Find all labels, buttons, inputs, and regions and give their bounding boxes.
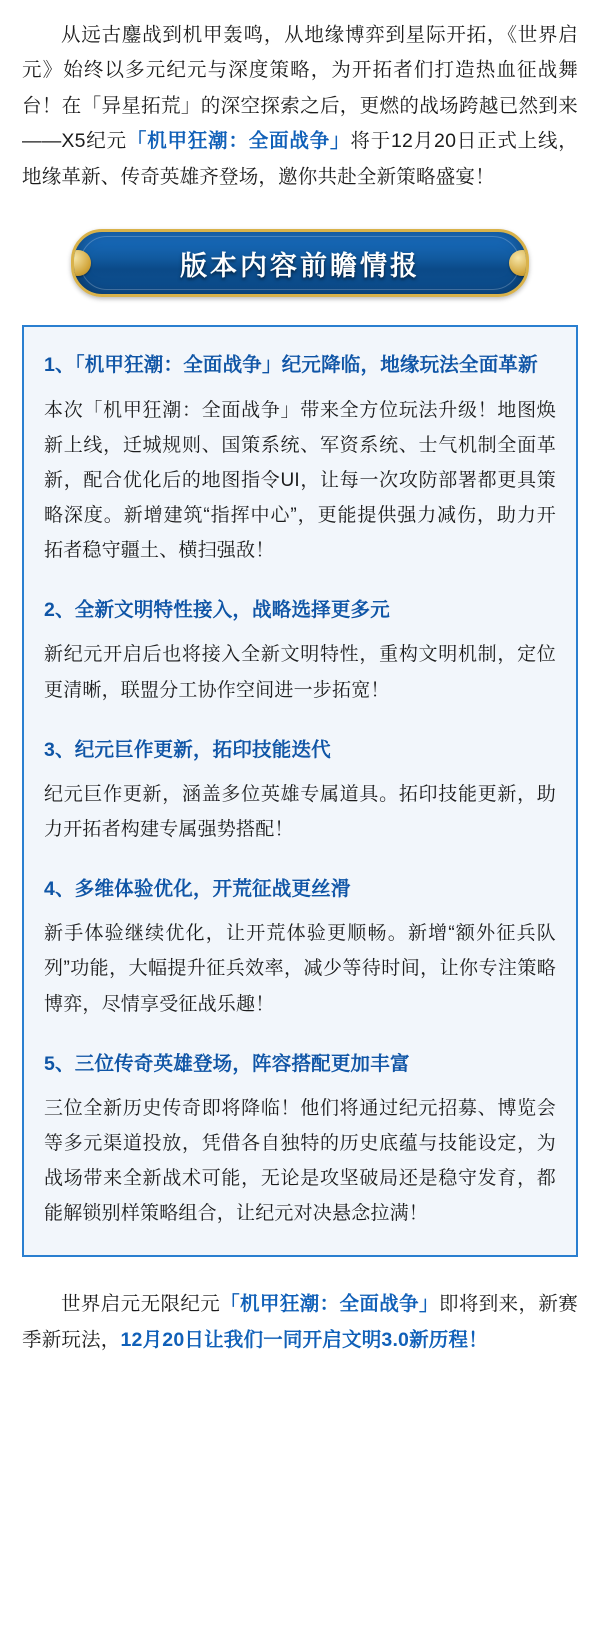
section-body-1: 本次「机甲狂潮：全面战争」带来全方位玩法升级！地图焕新上线，迁城规则、国策系统、军资系统、士气机制全面革新，配合优化后的地图指令UI，让每一次攻防部署都更具策略深度。新增建筑“指挥中心”，更能提供强力减伤，助力开拓者稳守疆土、横扫强敌！ xyxy=(44,399,556,562)
outro-highlight-1: 「机甲狂潮：全面战争」 xyxy=(220,1293,439,1316)
outro-text-part-2: 即将到来，新赛季新玩法， xyxy=(22,1293,579,1351)
intro-text-part-2: 将于12月20日正式上线，地缘革新、传奇英雄齐登场，邀你共赴全新策略盛宴！ xyxy=(22,130,579,188)
section-title-2: 2、全新文明特性接入，战略选择更多元 xyxy=(44,599,390,622)
outro-text-part-1: 世界启元无限纪元 xyxy=(61,1293,221,1316)
section-title-4: 4、多维体验优化，开荒征战更丝滑 xyxy=(44,878,351,901)
intro-text-part-1: 从远古鏖战到机甲轰鸣，从地缘博弈到星际开拓，《世界启元》始终以多元纪元与深度策略，为开拓者们打造热血征战舞台！在「异星拓荒」的深空探索之后，更燃的战场跨越已然到来——X5纪元 xyxy=(22,24,578,153)
intro-highlight: 「机甲狂潮：全面战争」 xyxy=(126,130,351,153)
outro-paragraph xyxy=(22,1287,578,1358)
section-body-5: 三位全新历史传奇即将降临！他们将通过纪元招募、博览会等多元渠道投放，凭借各自独特的历史底蕴与技能设定，为战场带来全新战术可能，无论是攻坚破局还是稳守发育，都能解锁别样策略组合，让纪元对决悬念拉满！ xyxy=(44,1097,556,1225)
banner-container xyxy=(22,229,578,297)
section-body-4: 新手体验继续优化，让开荒体验更顺畅。新增“额外征兵队列”功能，大幅提升征兵效率，减少等待时间，让你专注策略博弈，尽情享受征战乐趣！ xyxy=(44,923,556,1015)
banner-right-cap-icon xyxy=(509,250,529,276)
section-body-3: 纪元巨作更新，涵盖多位英雄专属道具。拓印技能更新，助力开拓者构建专属强势搭配！ xyxy=(44,783,556,840)
content-box xyxy=(22,325,578,1257)
banner-left-cap-icon xyxy=(71,250,91,276)
section-body-2: 新纪元开启后也将接入全新文明特性，重构文明机制，定位更清晰，联盟分工协作空间进一步拓宽！ xyxy=(44,644,556,701)
section-title-5: 5、三位传奇英雄登场，阵容搭配更加丰富 xyxy=(44,1052,410,1075)
intro-paragraph xyxy=(22,18,578,195)
section-title-3: 3、纪元巨作更新，拓印技能迭代 xyxy=(44,738,331,761)
section-title-1: 1、「机甲狂潮：全面战争」纪元降临，地缘玩法全面革新 xyxy=(44,354,538,377)
section-banner xyxy=(71,229,529,297)
outro-container xyxy=(22,1287,578,1358)
banner-title: 版本内容前瞻情报 xyxy=(180,250,420,281)
outro-highlight-2: 12月20日让我们一同开启文明3.0新历程！ xyxy=(120,1328,488,1351)
